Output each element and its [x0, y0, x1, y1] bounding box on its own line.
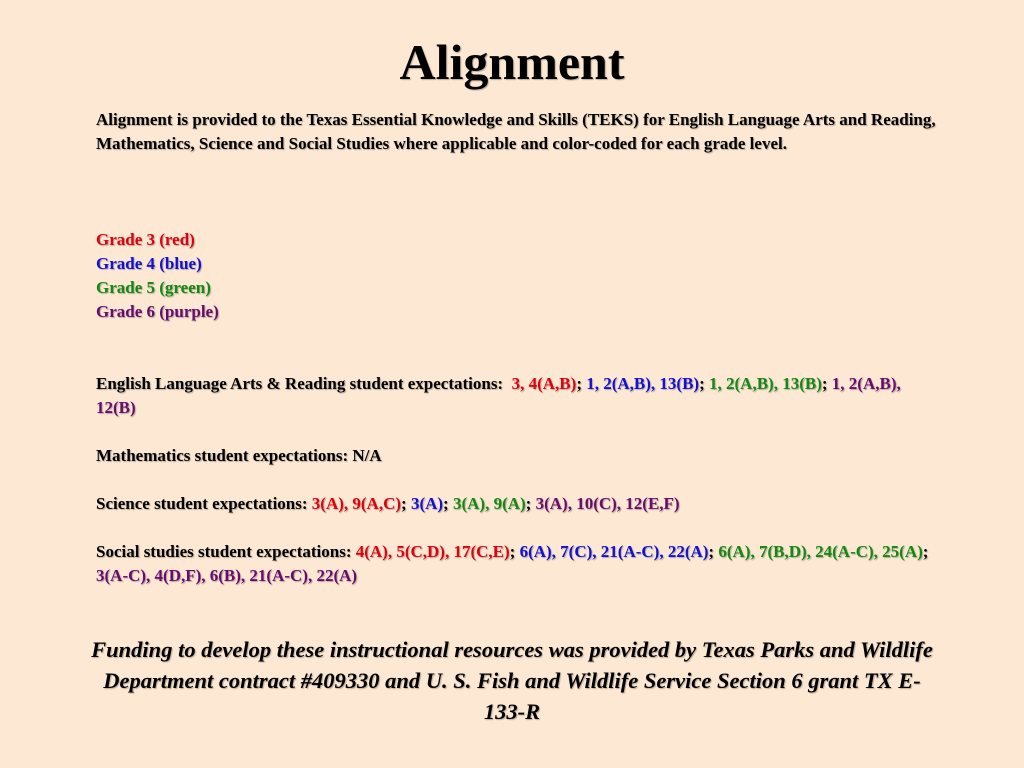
social-grade-6: 3(A-C), 4(D,F), 6(B), 21(A-C), 22(A) [96, 566, 358, 585]
math-expectations: Mathematics student expectations: N/A [96, 446, 382, 465]
ela-grade-6: 1, 2(A,B), 12(B) [96, 374, 901, 417]
page-title: Alignment [399, 34, 625, 90]
grade-4-legend: Grade 4 (blue) [96, 254, 202, 273]
social-label: Social studies student expectations: [96, 542, 352, 561]
science-expectations: Science student expectations: 3(A), 9(A,C); 3(A); 3(A), 9(A); 3(A), 10(C), 12(E,F) [96, 494, 680, 513]
grade-3-legend: Grade 3 (red) [96, 230, 195, 249]
grade-5-legend: Grade 5 (green) [96, 278, 211, 297]
social-grade-3: 4(A), 5(C,D), 17(C,E) [355, 542, 510, 561]
funding-statement: Funding to develop these instructional resources was provided by Texas Parks and Wildlife Department contract #409330 and U. S. Fish and Wildlife Service Section 6 grant TX E-133-R [91, 637, 933, 724]
ela-expectations: English Language Arts & Reading student expectations: 3, 4(A,B); 1, 2(A,B), 13(B); 1, 2(A,B), 13(B); 1, 2(A,B), 12(B) [96, 374, 901, 417]
science-grade-4: 3(A) [410, 494, 444, 513]
ela-grade-4: 1, 2(A,B), 13(B) [586, 374, 700, 393]
grade-legend [96, 228, 936, 324]
ela-label: English Language Arts & Reading student expectations: [96, 374, 504, 393]
ela-grade-5: 1, 2(A,B), 13(B) [709, 374, 822, 393]
science-grade-5: 3(A), 9(A) [452, 494, 526, 513]
social-grade-5: 6(A), 7(B,D), 24(A-C), 25(A) [718, 542, 923, 561]
social-studies-expectations: Social studies student expectations: 4(A), 5(C,D), 17(C,E); 6(A), 7(C), 21(A-C), 22(A); 6(A), 7(B,D), 24(A-C), 25(A); 3(A-C), 4(D,F), 6(B), 21(A-C), 22(A) [96, 542, 929, 585]
science-grade-3: 3(A), 9(A,C) [311, 494, 402, 513]
ela-grade-3: 3, 4(A,B) [511, 374, 577, 393]
intro-paragraph: Alignment is provided to the Texas Essential Knowledge and Skills (TEKS) for English Language Arts and Reading, Mathematics, Science and Social Studies where applicable and color-coded for each grade level. [96, 110, 936, 153]
grade-6-legend: Grade 6 (purple) [96, 302, 219, 321]
science-label: Science student expectations: [96, 494, 308, 513]
social-grade-4: 6(A), 7(C), 21(A-C), 22(A) [519, 542, 709, 561]
science-grade-6: 3(A), 10(C), 12(E,F) [535, 494, 680, 513]
